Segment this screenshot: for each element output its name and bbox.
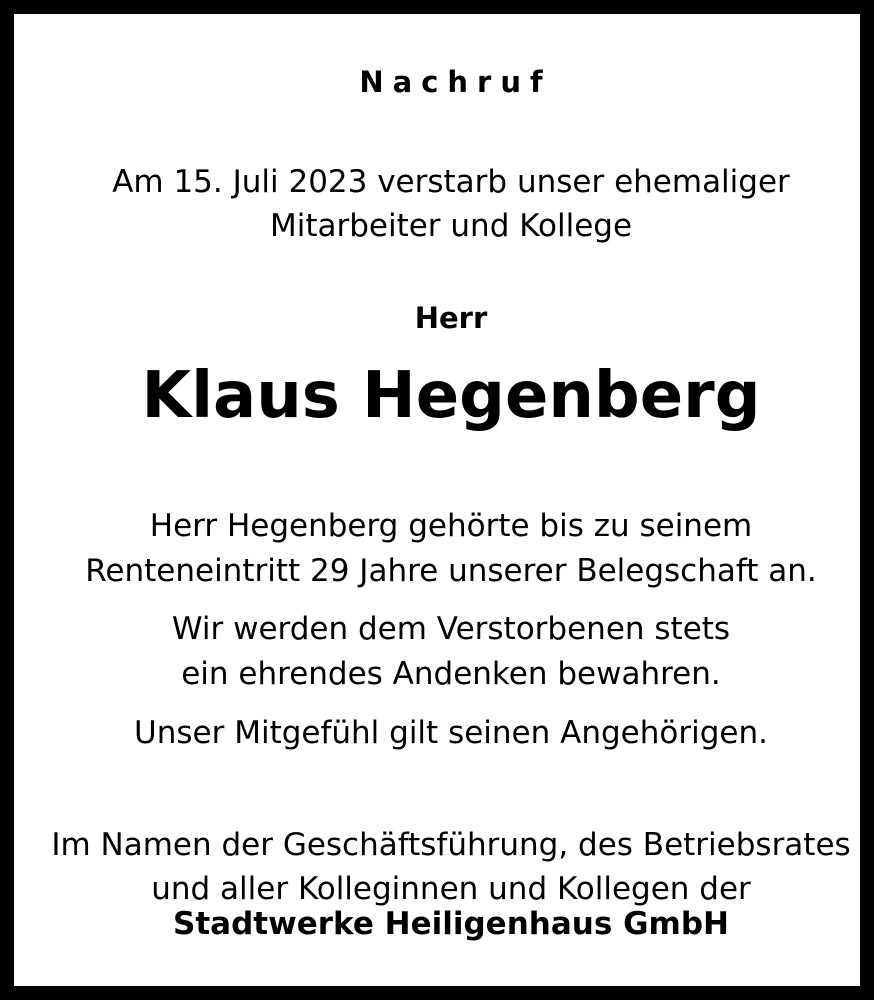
salutation: Herr — [414, 301, 488, 335]
deceased-name: Klaus Hegenberg — [141, 359, 761, 433]
paragraph-service-line-1: Herr Hegenberg gehörte bis zu seinem — [149, 508, 753, 544]
intro-line-2: Mitarbeiter und Kollege — [269, 208, 633, 244]
paragraph-condolence-line-1: Unser Mitgefühl gilt seinen Angehörigen. — [134, 715, 768, 751]
intro-line-1: Am 15. Juli 2023 verstarb unser ehemaliger — [112, 164, 790, 200]
paragraph-remembrance — [14, 607, 874, 697]
paragraph-condolence — [14, 711, 874, 756]
paragraph-remembrance-line-2: ein ehrendes Andenken bewahren. — [181, 656, 721, 692]
closing-text — [14, 823, 874, 911]
paragraph-service-line-2: Renteneintritt 29 Jahre unserer Belegschaft an. — [85, 553, 817, 589]
intro-text — [14, 160, 874, 248]
company-name: Stadtwerke Heiligenhaus GmbH — [173, 906, 729, 942]
notice-title: Nachruf — [359, 65, 552, 99]
paragraph-remembrance-line-1: Wir werden dem Verstorbenen stets — [171, 611, 731, 647]
closing-line-2: und aller Kolleginnen und Kollegen der — [151, 871, 751, 907]
paragraph-service — [14, 504, 874, 594]
closing-line-1: Im Namen der Geschäftsführung, des Betriebsrates — [51, 827, 851, 863]
